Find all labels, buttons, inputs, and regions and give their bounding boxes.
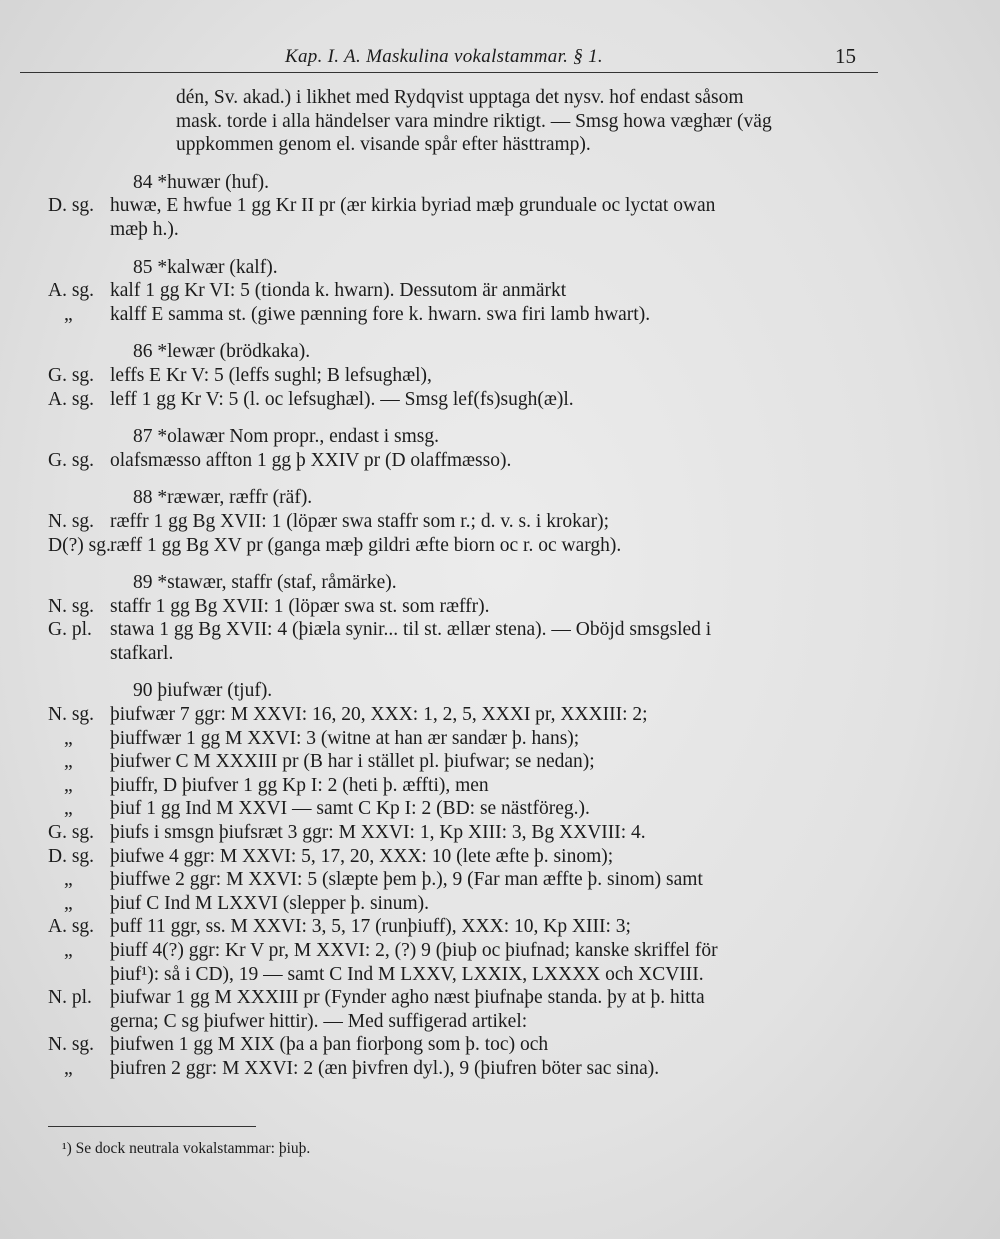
entry-line bbox=[48, 915, 878, 939]
entry-line bbox=[48, 821, 878, 845]
entry-text: þiuffwær 1 gg M XXVI: 3 (witne at han ær sandær þ. hans); bbox=[110, 727, 580, 749]
entry-heading: 88 *ræwær, ræffr (räf). bbox=[133, 487, 313, 509]
entry-line bbox=[48, 303, 878, 327]
entry-line bbox=[48, 845, 878, 869]
case-label: G. pl. bbox=[48, 619, 92, 641]
entry-text: olafsmæsso affton 1 gg þ XXIV pr (D olaffmæsso). bbox=[110, 449, 512, 471]
page-number: 15 bbox=[835, 44, 856, 68]
case-label: N. sg. bbox=[48, 704, 95, 726]
paragraph-gap bbox=[48, 411, 878, 425]
entry-text: staffr 1 gg Bg XVII: 1 (löpær swa st. som ræffr). bbox=[110, 595, 490, 617]
continuation-line: mæþ h.). bbox=[110, 218, 179, 240]
footnote-divider bbox=[48, 1126, 256, 1127]
entry-text: þiufwe 4 ggr: M XXVI: 5, 17, 20, XXX: 10 (lete æfte þ. sinom); bbox=[110, 845, 614, 867]
case-label: G. sg. bbox=[48, 822, 95, 844]
entry-text: ræffr 1 gg Bg XVII: 1 (löpær swa staffr som r.; d. v. s. i krokar); bbox=[110, 510, 609, 532]
entry-line bbox=[48, 194, 878, 218]
case-label: G. sg. bbox=[48, 364, 95, 386]
ditto-mark: „ bbox=[64, 869, 73, 891]
case-label: N. pl. bbox=[48, 987, 92, 1009]
entry-text: þiuf 1 gg Ind M XXVI — samt C Kp I: 2 (BD: se nästföreg.). bbox=[110, 798, 590, 820]
entry-line bbox=[48, 892, 878, 916]
page-header bbox=[20, 42, 878, 73]
entry-line bbox=[48, 595, 878, 619]
text-line: uppkommen genom el. visande spår efter hästtramp). bbox=[176, 134, 591, 156]
entry-text: þuff 11 ggr, ss. M XXVI: 3, 5, 17 (runþiuff), XXX: 10, Kp XIII: 3; bbox=[110, 916, 631, 938]
entry-text: þiufs i smsgn þiufsræt 3 ggr: M XXVI: 1, Kp XIII: 3, Bg XXVIII: 4. bbox=[110, 822, 646, 844]
case-label: N. sg. bbox=[48, 595, 95, 617]
entry-text: ræff 1 gg Bg XV pr (ganga mæþ gildri æfte biorn oc r. oc wargh). bbox=[110, 534, 622, 556]
ditto-mark: „ bbox=[64, 940, 73, 961]
entry-heading: 86 *lewær (brödkaka). bbox=[133, 341, 311, 363]
case-label: A. sg. bbox=[48, 916, 95, 938]
entry-text: stawa 1 gg Bg XVII: 4 (þiæla synir... til st. ællær stena). — Oböjd smsgsled i bbox=[110, 619, 712, 641]
entry-heading: 84 *huwær (huf). bbox=[133, 171, 269, 193]
entry-text: huwæ, E hwfue 1 gg Kr II pr (ær kirkia byriad mæþ grunduale oc lyctat owan bbox=[110, 195, 716, 217]
ditto-mark: „ bbox=[64, 774, 73, 796]
ditto-mark: „ bbox=[64, 727, 73, 749]
entry-line bbox=[48, 510, 878, 534]
entry-line bbox=[48, 986, 878, 1010]
entry-line bbox=[48, 750, 878, 774]
entry-line bbox=[48, 727, 878, 751]
entry-heading: 89 *stawær, staffr (staf, råmärke). bbox=[133, 572, 397, 594]
entry-line bbox=[48, 1057, 878, 1081]
case-label: D. sg. bbox=[48, 845, 95, 867]
ditto-mark: „ bbox=[64, 892, 73, 914]
paragraph-gap bbox=[48, 326, 878, 340]
paragraph-gap bbox=[48, 472, 878, 486]
case-label: D(?) sg. bbox=[48, 534, 111, 556]
case-label: G. sg. bbox=[48, 449, 95, 471]
entry-line bbox=[48, 868, 878, 892]
case-label: A. sg. bbox=[48, 388, 95, 410]
case-label: N. sg. bbox=[48, 1034, 95, 1056]
entry-line bbox=[48, 797, 878, 821]
case-label: N. sg. bbox=[48, 510, 95, 532]
paragraph-gap bbox=[48, 557, 878, 571]
entry-text: þiufren 2 ggr: M XXVI: 2 (æn þivfren dyl.), 9 (þiufren böter sac sina). bbox=[110, 1057, 660, 1079]
text-line: mask. torde i alla händelser vara mindre riktigt. — Smsg howa væghær (väg bbox=[176, 110, 772, 132]
body-text bbox=[48, 86, 878, 1081]
entry-line bbox=[48, 774, 878, 798]
continuation-line: gerna; C sg þiufwer hittir). — Med suffigerad artikel: bbox=[110, 1010, 528, 1032]
paragraph-gap bbox=[48, 242, 878, 256]
entry-heading: 85 *kalwær (kalf). bbox=[133, 256, 278, 278]
entry-line bbox=[48, 279, 878, 303]
continuation-line: þiuf¹): så i CD), 19 — samt C Ind M LXXV, LXXIX, LXXXX och XCVIII. bbox=[110, 963, 704, 985]
entry-line bbox=[48, 618, 878, 642]
entry-line bbox=[48, 388, 878, 412]
ditto-mark: „ bbox=[64, 1057, 73, 1079]
paragraph-gap bbox=[48, 157, 878, 171]
entry-heading: 87 *olawær Nom propr., endast i smsg. bbox=[133, 426, 440, 448]
running-head: Kap. I. A. Maskulina vokalstammar. § 1. bbox=[285, 46, 603, 67]
entry-line bbox=[48, 364, 878, 388]
ditto-mark: „ bbox=[64, 751, 73, 773]
footnote: ¹) Se dock neutrala vokalstammar: þiuþ. bbox=[62, 1140, 311, 1157]
paragraph-gap bbox=[48, 665, 878, 679]
entry-text: þiuff 4(?) ggr: Kr V pr, M XXVI: 2, (?) 9 (þiuþ oc þiufnad; kanske skriffel för bbox=[110, 940, 718, 961]
ditto-mark: „ bbox=[64, 798, 73, 820]
entry-heading: 90 þiufwær (tjuf). bbox=[133, 680, 273, 702]
entry-text: þiufwen 1 gg M XIX (þa a þan fiorþong som þ. toc) och bbox=[110, 1034, 549, 1056]
entry-text: kalff E samma st. (giwe pænning fore k. hwarn. swa firi lamb hwart). bbox=[110, 303, 651, 325]
case-label: A. sg. bbox=[48, 280, 95, 302]
continuation-line: stafkarl. bbox=[110, 642, 174, 664]
text-line: dén, Sv. akad.) i likhet med Rydqvist upptaga det nysv. hof endast såsom bbox=[176, 87, 744, 108]
entry-line bbox=[48, 449, 878, 473]
entry-text: þiufwær 7 ggr: M XXVI: 16, 20, XXX: 1, 2, 5, XXXI pr, XXXIII: 2; bbox=[110, 704, 648, 726]
entry-text: þiuf C Ind M LXXVI (slepper þ. sinum). bbox=[110, 892, 429, 914]
entry-line bbox=[48, 939, 878, 963]
entry-line bbox=[48, 534, 878, 558]
entry-text: kalf 1 gg Kr VI: 5 (tionda k. hwarn). Dessutom är anmärkt bbox=[110, 280, 567, 302]
case-label: D. sg. bbox=[48, 195, 95, 217]
entry-line bbox=[48, 1033, 878, 1057]
entry-text: þiuffwe 2 ggr: M XXVI: 5 (slæpte þem þ.), 9 (Far man æffte þ. sinom) samt bbox=[110, 869, 703, 891]
entry-text: þiufwar 1 gg M XXXIII pr (Fynder agho næst þiufnaþe standa. þy at þ. hitta bbox=[110, 987, 705, 1009]
entry-text: þiuffr, D þiufver 1 gg Kp I: 2 (heti þ. æffti), men bbox=[110, 774, 489, 796]
ditto-mark: „ bbox=[64, 303, 73, 325]
entry-text: leffs E Kr V: 5 (leffs sughl; B lefsughæl), bbox=[110, 364, 432, 386]
entry-text: þiufwer C M XXXIII pr (B har i stället pl. þiufwar; se nedan); bbox=[110, 751, 595, 773]
entry-line bbox=[48, 703, 878, 727]
entry-text: leff 1 gg Kr V: 5 (l. oc lefsughæl). — Smsg lef(fs)sugh(æ)l. bbox=[110, 388, 574, 410]
